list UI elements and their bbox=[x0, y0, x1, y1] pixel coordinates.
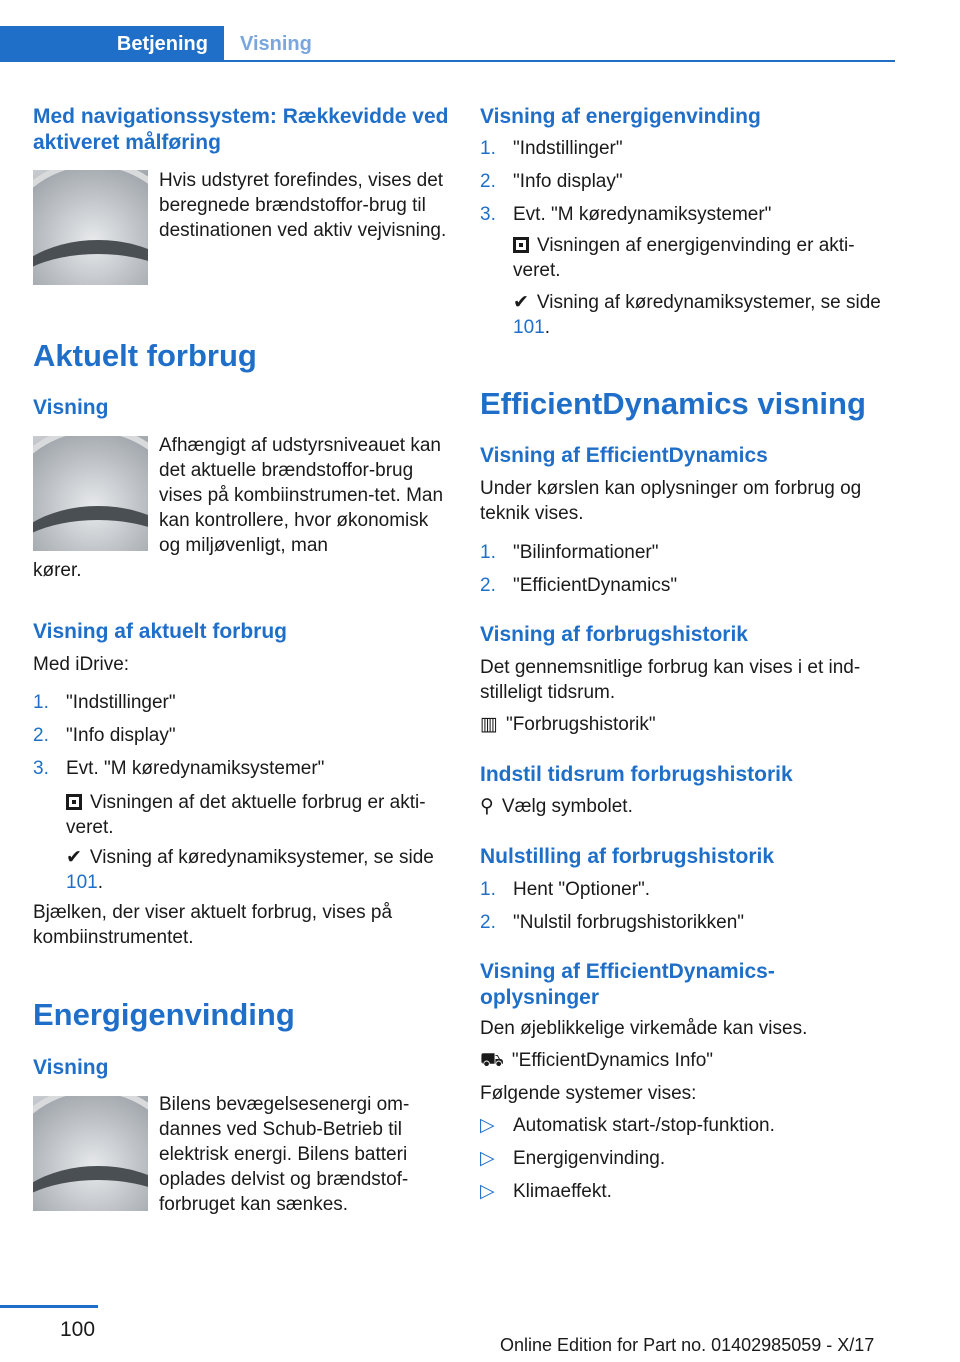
tab-betjening[interactable]: Betjening bbox=[0, 26, 224, 62]
header-divider bbox=[0, 60, 895, 62]
aktuelt-sub1: Visningen af det aktuelle forbrug er akti-veret. bbox=[66, 792, 426, 838]
aktuelt-steps bbox=[33, 690, 449, 785]
page-link[interactable]: 101 bbox=[513, 317, 545, 338]
triangle-bullet-icon: ▷ bbox=[480, 1148, 495, 1169]
aktuelt-sub2: ✔︎ Visning af køredynamiksystemer, se side 101. bbox=[66, 847, 434, 893]
list-item: 3. Evt. "M køredynamiksystemer" bbox=[480, 204, 772, 225]
bar-chart-icon: ▥ bbox=[480, 714, 498, 735]
ed-heading: Visning af EfficientDynamics bbox=[480, 444, 768, 467]
list-item: 1. "Indstillinger" bbox=[480, 138, 623, 159]
section-title-energi: Energigenvinding bbox=[33, 997, 295, 1032]
null-steps bbox=[480, 877, 890, 943]
list-item: 2. "EfficientDynamics" bbox=[480, 575, 678, 596]
tids-heading: Indstil tidsrum forbrugshistorik bbox=[480, 763, 793, 786]
header-bar bbox=[0, 26, 895, 62]
checkbox-icon bbox=[513, 237, 529, 253]
info-heading: Visning af EfficientDynamics-oplysninger bbox=[480, 960, 775, 1009]
visning1-tail: kører. bbox=[33, 560, 82, 581]
list-item: ▷ Energigenvinding. bbox=[480, 1148, 666, 1169]
nav-text: Hvis udstyret forefindes, vises det beregnede brændstoffor-brug til destinationen ved aktiv vejvisning. bbox=[159, 170, 447, 241]
list-item: 3. Evt. "M køredynamiksystemer" bbox=[33, 758, 325, 779]
hist-text: Det gennemsnitlige forbrug kan vises i et ind-stilleligt tidsrum. bbox=[480, 657, 861, 703]
list-item: ▷ Automatisk start-/stop-funktion. bbox=[480, 1115, 775, 1136]
list-item: ▷ Klimaeffekt. bbox=[480, 1181, 612, 1202]
car-icon: ⛟ bbox=[480, 1050, 504, 1071]
info-text: Den øjeblikkelige virkemåde kan vises. bbox=[480, 1018, 808, 1039]
visning2-heading: Visning bbox=[33, 1056, 109, 1079]
list-item: 2. "Info display" bbox=[480, 171, 623, 192]
tids-item: ⚲ Vælg symbolet. bbox=[480, 796, 633, 817]
systems-list bbox=[480, 1113, 890, 1212]
list-item: 1. Hent "Optioner". bbox=[480, 879, 651, 900]
bar-text: Bjælken, der viser aktuelt forbrug, vises på kombiinstrumentet. bbox=[33, 902, 393, 948]
visning1-heading: Visning bbox=[33, 396, 109, 419]
checkbox-icon bbox=[66, 794, 82, 810]
hist-heading: Visning af forbrugshistorik bbox=[480, 623, 748, 646]
page-link[interactable]: 101 bbox=[66, 872, 98, 893]
gauge-image-range bbox=[33, 170, 148, 285]
null-heading: Nulstilling af forbrugshistorik bbox=[480, 845, 775, 868]
tab-visning[interactable]: Visning bbox=[240, 33, 312, 55]
gauge-image-recuperation bbox=[33, 1096, 148, 1211]
aktuelt-intro: Med iDrive: bbox=[33, 654, 130, 675]
systems-intro: Følgende systemer vises: bbox=[480, 1083, 697, 1104]
footer-divider bbox=[0, 1305, 98, 1308]
section-title-aktuelt: Aktuelt forbrug bbox=[33, 338, 257, 373]
list-item: 2. "Nulstil forbrugshistorikken" bbox=[480, 912, 745, 933]
triangle-bullet-icon: ▷ bbox=[480, 1181, 495, 1202]
page-number: 100 bbox=[60, 1318, 96, 1341]
visning1-text: Afhængigt af udstyrsniveauet kan det aktuelle brændstoffor-brug vises på kombiinstrumen-tet. Man kan kontrollere, hvor økonomisk og miljøvenligt, man bbox=[159, 435, 444, 556]
triangle-bullet-icon: ▷ bbox=[480, 1115, 495, 1136]
edition-text: Online Edition for Part no. 01402985059 - X/17 bbox=[500, 1335, 875, 1355]
visning2-text: Bilens bevægelsesenergi om-dannes ved Schub-Betrieb til elektrisk energi. Bilens batteri oplades delvist og brændstof-forbruget kan sænkes. bbox=[159, 1094, 410, 1215]
energi-heading: Visning af energigenvinding bbox=[480, 105, 761, 128]
energi-steps bbox=[480, 136, 890, 235]
hist-item: ▥ "Forbrugshistorik" bbox=[480, 714, 656, 735]
energi-sub2: ✔︎ Visning af køredynamiksystemer, se side 101. bbox=[513, 292, 881, 338]
checkmark-wave-icon: ✔︎ bbox=[66, 847, 82, 868]
search-icon: ⚲ bbox=[480, 796, 494, 817]
checkmark-wave-icon: ✔︎ bbox=[513, 292, 529, 313]
ed-text: Under kørslen kan oplysninger om forbrug og teknik vises. bbox=[480, 478, 862, 524]
info-item: ⛟ "EfficientDynamics Info" bbox=[480, 1050, 714, 1071]
ed-steps bbox=[480, 540, 890, 606]
list-item: 2. "Info display" bbox=[33, 725, 176, 746]
list-item: 1. "Bilinformationer" bbox=[480, 542, 659, 563]
nav-heading: Med navigationssystem: Rækkevidde ved aktiveret målføring bbox=[33, 105, 449, 154]
gauge-image-consumption bbox=[33, 436, 148, 551]
aktuelt-heading: Visning af aktuelt forbrug bbox=[33, 620, 287, 643]
energi-sub1: Visningen af energigenvinding er akti-veret. bbox=[513, 235, 855, 281]
list-item: 1. "Indstillinger" bbox=[33, 692, 176, 713]
section-title-ed: EfficientDynamics visning bbox=[480, 386, 866, 421]
